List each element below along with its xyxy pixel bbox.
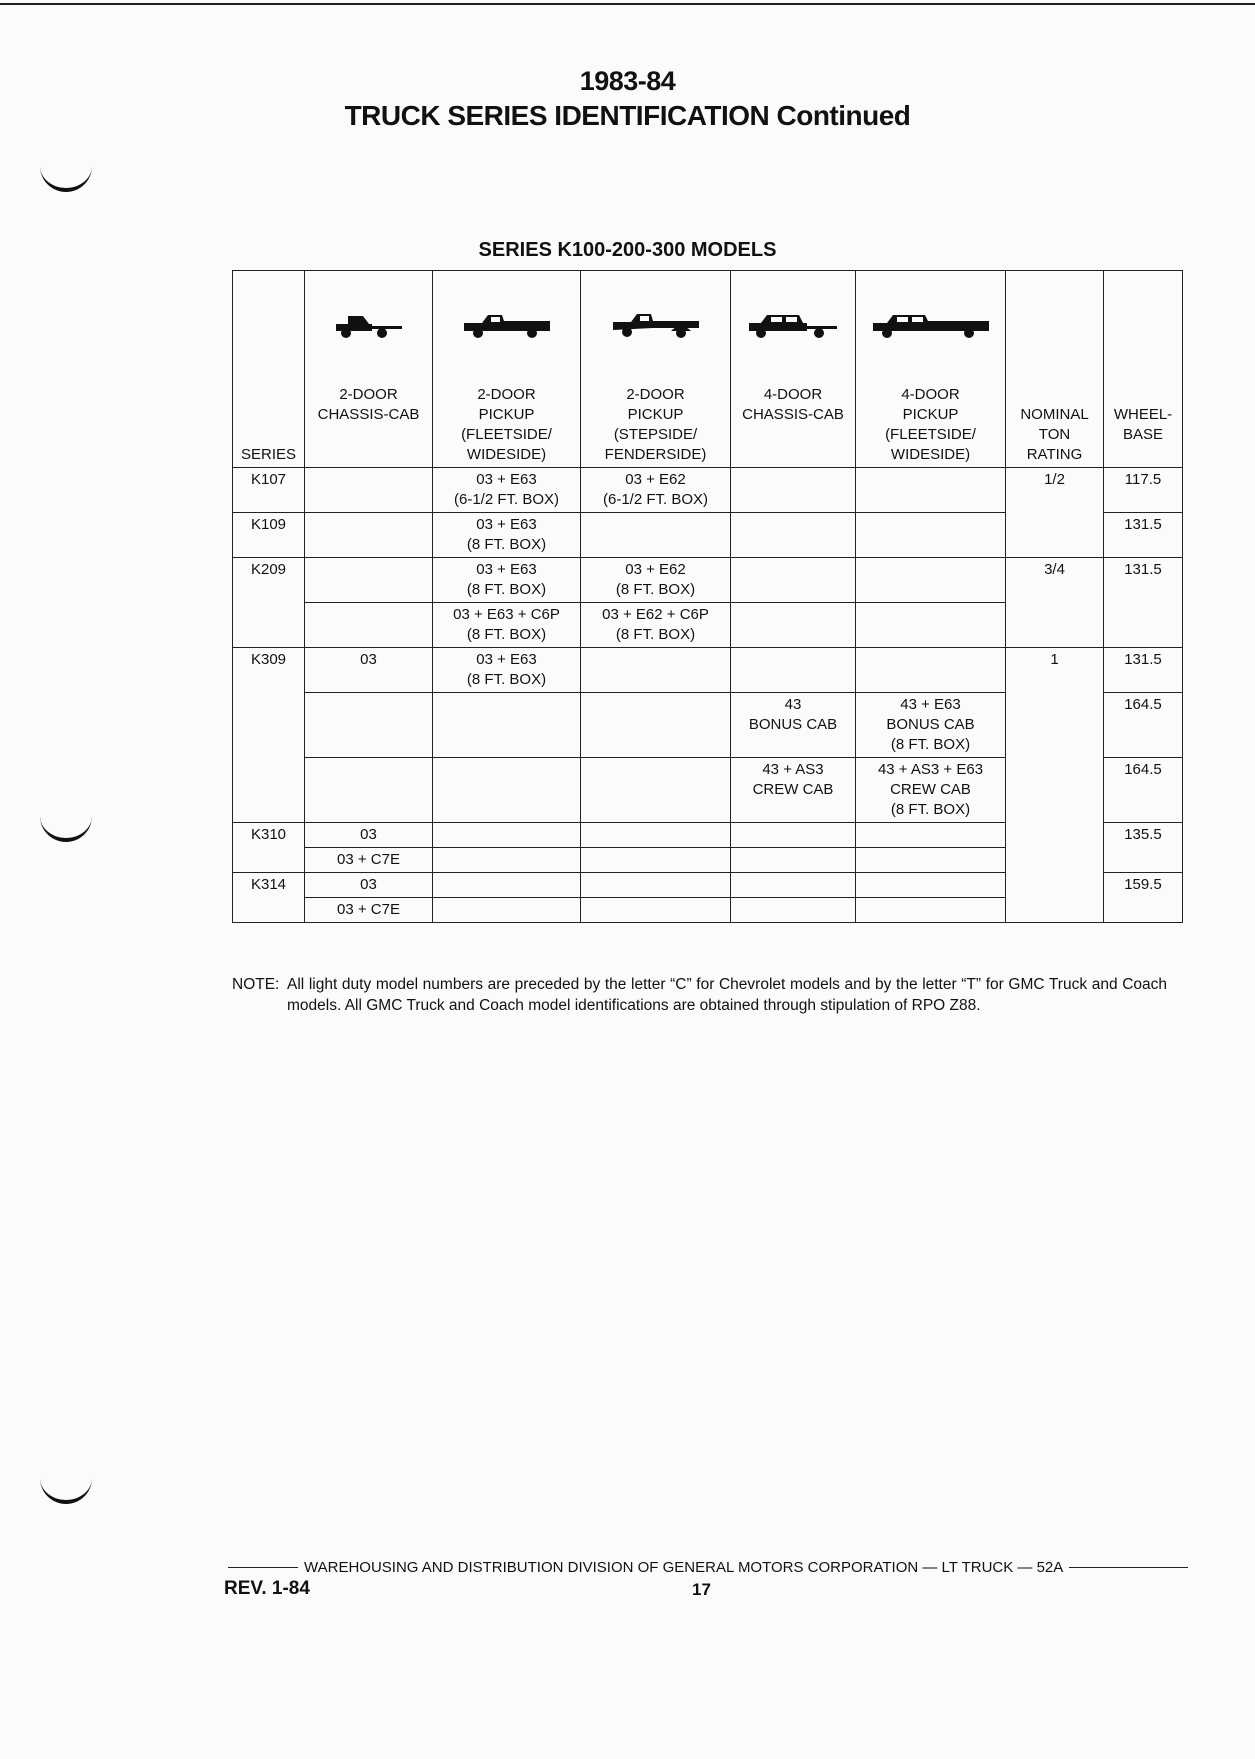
header-2door-fleetside-pickup: 2-DOOR PICKUP (FLEETSIDE/ WIDESIDE) bbox=[433, 271, 581, 468]
wheelbase-cell: 159.5 bbox=[1104, 873, 1183, 923]
table-cell bbox=[581, 648, 731, 693]
note-label: NOTE: bbox=[232, 976, 280, 993]
footer-division-text: WAREHOUSING AND DISTRIBUTION DIVISION OF GENERAL MOTORS CORPORATION — LT TRUCK — 52A bbox=[304, 1559, 1064, 1576]
binder-hole-mark bbox=[40, 812, 92, 842]
series-cell: K310 bbox=[233, 823, 305, 873]
page-number: 17 bbox=[692, 1580, 711, 1599]
table-cell bbox=[581, 898, 731, 923]
fleetside-pickup-2door-icon bbox=[464, 312, 550, 338]
table-cell: 03 bbox=[305, 648, 433, 693]
chassis-cab-4door-icon bbox=[749, 312, 837, 338]
table-cell bbox=[731, 873, 856, 898]
table-cell bbox=[856, 898, 1006, 923]
chassis-cab-2door-icon bbox=[336, 312, 402, 338]
wheelbase-cell: 131.5 bbox=[1104, 513, 1183, 558]
table-row bbox=[233, 468, 1183, 513]
fleetside-pickup-4door-icon bbox=[873, 312, 989, 338]
table-cell bbox=[581, 873, 731, 898]
top-rule bbox=[0, 3, 1255, 5]
table-row bbox=[233, 648, 1183, 693]
header-wheelbase: WHEEL- BASE bbox=[1104, 271, 1183, 468]
table-cell: 43 + AS3 CREW CAB bbox=[731, 758, 856, 823]
table-cell bbox=[433, 693, 581, 758]
binder-hole-mark bbox=[40, 162, 92, 192]
table-cell: 03 + E62 (6-1/2 FT. BOX) bbox=[581, 468, 731, 513]
table-cell bbox=[305, 558, 433, 603]
table-cell: 03 + E63 (8 FT. BOX) bbox=[433, 648, 581, 693]
table-title: SERIES K100-200-300 MODELS bbox=[478, 239, 777, 261]
table-cell bbox=[731, 648, 856, 693]
series-cell: K209 bbox=[233, 558, 305, 648]
table-cell: 03 + E63 (8 FT. BOX) bbox=[433, 513, 581, 558]
table-cell bbox=[581, 848, 731, 873]
table-cell: 43 + AS3 + E63 CREW CAB (8 FT. BOX) bbox=[856, 758, 1006, 823]
header-4door-chassis-cab: 4-DOOR CHASSIS-CAB bbox=[731, 271, 856, 468]
ton-cell: 1/2 bbox=[1006, 468, 1104, 558]
table-cell: 03 bbox=[305, 823, 433, 848]
ton-cell: 3/4 bbox=[1006, 558, 1104, 648]
table-cell: 03 + C7E bbox=[305, 898, 433, 923]
table-cell bbox=[305, 603, 433, 648]
table-cell bbox=[305, 758, 433, 823]
table-cell: 03 + C7E bbox=[305, 848, 433, 873]
table-cell bbox=[731, 898, 856, 923]
header-series: SERIES bbox=[233, 271, 305, 468]
header-2door-chassis-cab: 2-DOOR CHASSIS-CAB bbox=[305, 271, 433, 468]
table-cell bbox=[731, 558, 856, 603]
table-cell bbox=[731, 468, 856, 513]
table-cell bbox=[433, 848, 581, 873]
table-cell bbox=[433, 823, 581, 848]
table-cell bbox=[856, 603, 1006, 648]
table-header-row bbox=[233, 271, 1183, 468]
footer-rule-left bbox=[228, 1567, 298, 1569]
table-cell bbox=[856, 513, 1006, 558]
table-cell bbox=[305, 468, 433, 513]
series-table bbox=[232, 270, 1183, 923]
wheelbase-cell: 164.5 bbox=[1104, 758, 1183, 823]
series-cell: K109 bbox=[233, 513, 305, 558]
table-cell bbox=[433, 758, 581, 823]
series-cell: K107 bbox=[233, 468, 305, 513]
note-text: All light duty model numbers are preceded by the letter “C” for Chevrolet models and by the letter “T” for GMC Truck and Coach models. All GMC Truck and Coach model identifications are obtained through stipulation of RPO Z88. bbox=[287, 976, 1167, 1014]
table-cell bbox=[856, 558, 1006, 603]
table-cell bbox=[305, 693, 433, 758]
header-4door-fleetside-pickup: 4-DOOR PICKUP (FLEETSIDE/ WIDESIDE) bbox=[856, 271, 1006, 468]
table-cell: 03 + E63 (8 FT. BOX) bbox=[433, 558, 581, 603]
page-title: TRUCK SERIES IDENTIFICATION Continued bbox=[344, 100, 911, 131]
table-cell bbox=[856, 468, 1006, 513]
table-cell: 43 BONUS CAB bbox=[731, 693, 856, 758]
stepside-pickup-2door-icon bbox=[613, 311, 699, 339]
table-cell bbox=[856, 823, 1006, 848]
table-cell bbox=[581, 513, 731, 558]
binder-hole-mark bbox=[40, 1474, 92, 1504]
header-2door-stepside-pickup: 2-DOOR PICKUP (STEPSIDE/ FENDERSIDE) bbox=[581, 271, 731, 468]
table-cell bbox=[581, 693, 731, 758]
table-cell bbox=[581, 758, 731, 823]
table-cell bbox=[731, 823, 856, 848]
footer-rule-right bbox=[1069, 1567, 1188, 1569]
table-cell: 03 + E63 + C6P (8 FT. BOX) bbox=[433, 603, 581, 648]
wheelbase-cell: 117.5 bbox=[1104, 468, 1183, 513]
table-cell bbox=[581, 823, 731, 848]
wheelbase-cell: 164.5 bbox=[1104, 693, 1183, 758]
series-cell: K314 bbox=[233, 873, 305, 923]
footer-division-line bbox=[228, 1559, 1188, 1576]
series-cell: K309 bbox=[233, 648, 305, 823]
revision-label: REV. 1-84 bbox=[224, 1578, 310, 1599]
table-cell: 03 bbox=[305, 873, 433, 898]
table-cell bbox=[731, 513, 856, 558]
table-cell bbox=[856, 873, 1006, 898]
table-cell bbox=[856, 848, 1006, 873]
table-cell bbox=[731, 848, 856, 873]
page-year: 1983-84 bbox=[579, 66, 676, 96]
wheelbase-cell: 131.5 bbox=[1104, 558, 1183, 648]
table-cell bbox=[731, 603, 856, 648]
table-cell: 03 + E62 + C6P (8 FT. BOX) bbox=[581, 603, 731, 648]
table-cell bbox=[433, 873, 581, 898]
note-block bbox=[232, 974, 1167, 1014]
table-row bbox=[233, 558, 1183, 603]
table-cell bbox=[433, 898, 581, 923]
wheelbase-cell: 131.5 bbox=[1104, 648, 1183, 693]
wheelbase-cell: 135.5 bbox=[1104, 823, 1183, 873]
table-cell bbox=[305, 513, 433, 558]
table-cell: 03 + E62 (8 FT. BOX) bbox=[581, 558, 731, 603]
header-ton-rating: NOMINAL TON RATING bbox=[1006, 271, 1104, 468]
table-cell: 03 + E63 (6-1/2 FT. BOX) bbox=[433, 468, 581, 513]
table-cell: 43 + E63 BONUS CAB (8 FT. BOX) bbox=[856, 693, 1006, 758]
ton-cell: 1 bbox=[1006, 648, 1104, 923]
table-cell bbox=[856, 648, 1006, 693]
